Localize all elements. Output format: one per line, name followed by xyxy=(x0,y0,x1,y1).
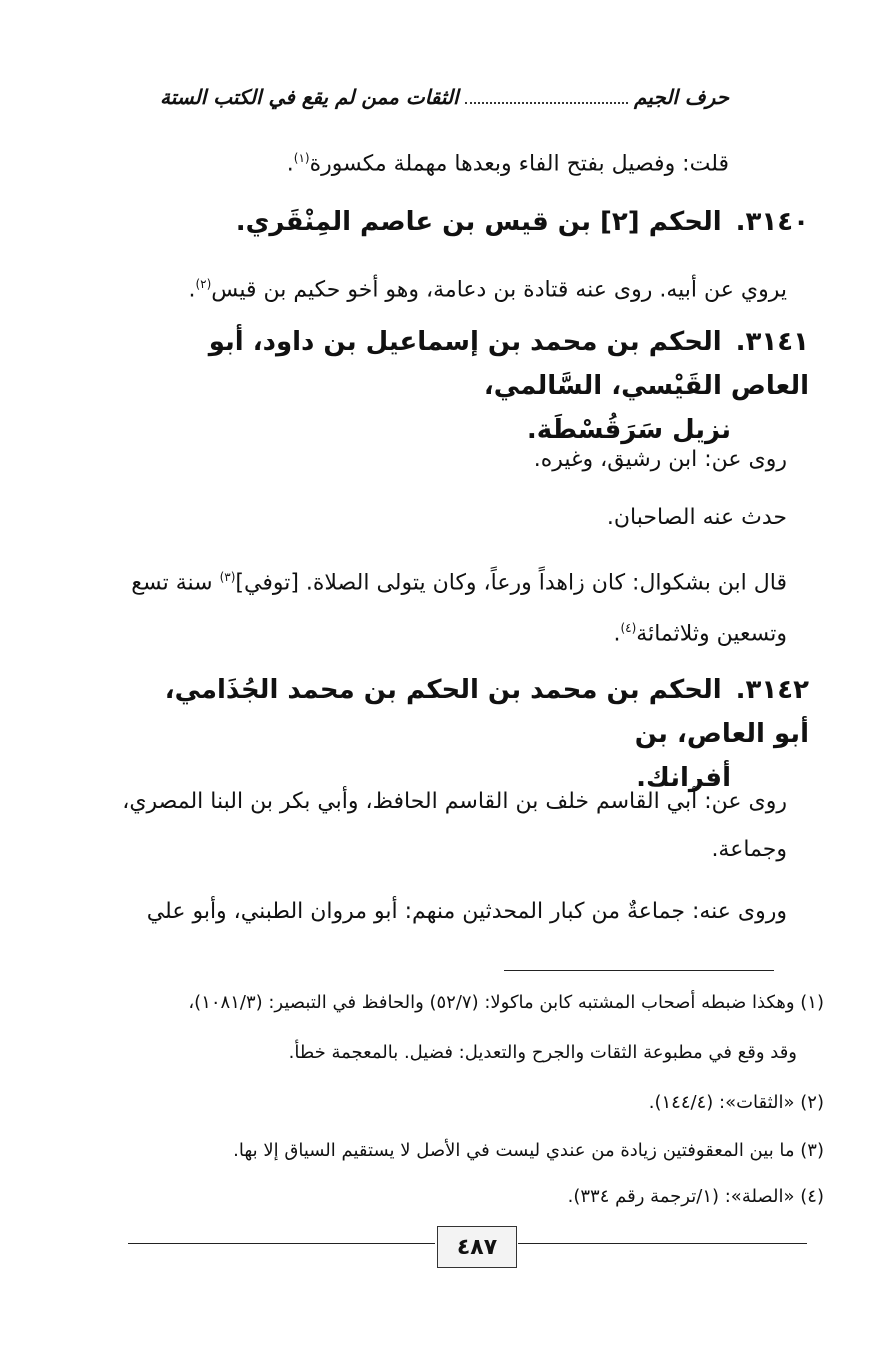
entry-title-cont: نزيل سَرَقُسْطَة. xyxy=(526,415,731,445)
footnote-separator xyxy=(504,970,774,971)
entry-number: ٣١٤١. xyxy=(735,327,809,357)
footnote-2: (٢) «الثقات»: (١٤٤/٤). xyxy=(648,1092,824,1113)
entry-number: ٣١٤٠. xyxy=(735,207,809,237)
header-book-title: الثقات ممن لم يقع في الكتب الستة xyxy=(160,85,459,109)
footnote-3: (٣) ما بين المعقوفتين زيادة من عندي ليست في الأصل لا يستقيم السياق إلا بها. xyxy=(233,1140,824,1161)
text-line: وروى عنه: جماعةٌ من كبار المحدثين منهم: أبو مروان الطبني، وأبو علي xyxy=(146,899,787,924)
text-line: روى عن: أبي القاسم خلف بن القاسم الحافظ، وأبي بكر بن البنا المصري، xyxy=(122,789,787,814)
text-line: وجماعة. xyxy=(711,837,787,862)
footnote-ref: (٢) xyxy=(195,277,212,291)
entry-number: ٣١٤٢. xyxy=(735,675,809,705)
text-line: يروي عن أبيه. روى عنه قتادة بن دعامة، وهو أخو حكيم بن قيس$^{(٢)}$. xyxy=(188,277,787,303)
page-number: ٤٨٧ xyxy=(437,1226,517,1268)
header-dots xyxy=(465,90,628,104)
text-line: روى عن: ابن رشيق، وغيره. xyxy=(533,447,787,472)
folio-rule-right xyxy=(518,1243,807,1244)
entry-3140 xyxy=(135,200,809,244)
running-header xyxy=(160,80,729,114)
text-line: وتسعين وثلاثمائة$^{(٤)}$. xyxy=(613,621,787,647)
entry-title-cont: أفرانك. xyxy=(636,763,731,793)
footnote-ref: (٤) xyxy=(620,621,637,635)
text-line: قلت: وفصيل بفتح الفاء وبعدها مهملة مكسورة$^{(١)}$. xyxy=(286,151,729,177)
entry-3141 xyxy=(135,320,809,452)
entry-title: الحكم بن محمد بن الحكم بن محمد الجُذَامي، أبو العاص، بن xyxy=(164,675,809,749)
footnote-1-cont: وقد وقع في مطبوعة الثقات والجرح والتعديل: فضيل. بالمعجمة خطأ. xyxy=(288,1042,797,1063)
footnote-1: (١) وهكذا ضبطه أصحاب المشتبه كابن ماكولا: (٥٢/٧) والحافظ في التبصير: (١٠٨١/٣)، xyxy=(188,992,824,1013)
text-line: حدث عنه الصاحبان. xyxy=(606,505,787,530)
text-line: قال ابن بشكوال: كان زاهداً ورعاً، وكان يتولى الصلاة. [توفي]$^{(٣)}$ سنة تسع xyxy=(131,570,787,596)
footnote-ref: (٣) xyxy=(219,570,236,584)
entry-title: الحكم بن محمد بن إسماعيل بن داود، أبو العاص القَيْسي، السَّالمي، xyxy=(208,327,809,401)
footnote-ref: (١) xyxy=(293,151,310,165)
footnote-4: (٤) «الصلة»: (١/ترجمة رقم ٣٣٤). xyxy=(567,1186,824,1207)
header-chapter: حرف الجيم xyxy=(634,85,729,109)
entry-title: الحكم [٢] بن قيس بن عاصم المِنْقَري. xyxy=(235,207,722,237)
folio-rule-left xyxy=(128,1243,435,1244)
entry-3142 xyxy=(135,668,809,800)
